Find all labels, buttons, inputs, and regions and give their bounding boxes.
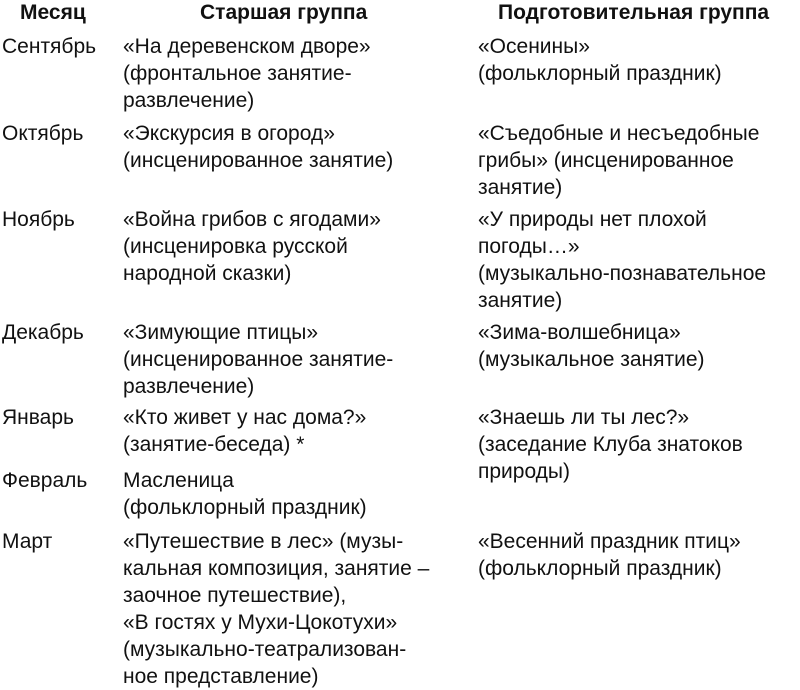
prep-group-cell xyxy=(478,120,759,201)
cell-line: (музыкально-театрализован- xyxy=(123,638,407,661)
cell-line: (занятие-беседа) * xyxy=(123,433,305,456)
cell-line: «В гостях у Мухи-Цокотухи» xyxy=(123,611,398,634)
cell-line: занятие) xyxy=(478,176,563,199)
cell-line: (инсценированное занятие) xyxy=(123,149,394,172)
table-header xyxy=(0,0,800,30)
cell-line: «Зимующие птицы» xyxy=(123,321,319,344)
cell-line: «Кто живет у нас дома?» xyxy=(123,406,367,429)
senior-group-cell xyxy=(123,467,367,521)
prep-group-cell xyxy=(478,206,766,314)
cell-line: (музыкальное занятие) xyxy=(478,348,705,371)
cell-line: (фольклорный праздник) xyxy=(478,557,722,580)
cell-line: развлечение) xyxy=(123,89,255,112)
prep-group-cell xyxy=(478,528,741,582)
cell-line: ное представление) xyxy=(123,665,319,688)
cell-line: народной сказки) xyxy=(123,262,292,285)
cell-line: развлечение) xyxy=(123,375,255,398)
header-prep-group: Подготовительная группа xyxy=(498,1,770,24)
prep-group-cell xyxy=(478,33,722,87)
senior-group-cell xyxy=(123,33,371,114)
cell-line: «У природы нет плохой xyxy=(478,208,707,231)
cell-line: «Знаешь ли ты лес?» xyxy=(478,406,690,429)
cell-line: погоды…» xyxy=(478,235,580,258)
senior-group-cell xyxy=(123,528,429,690)
cell-line: (инсценированное занятие- xyxy=(123,348,394,371)
month-cell: Январь xyxy=(2,406,74,429)
cell-line: (музыкально-познавательное xyxy=(478,262,767,285)
cell-line: «Путешествие в лес» (музы- xyxy=(123,530,404,553)
senior-group-cell xyxy=(123,319,393,400)
header-month: Месяц xyxy=(20,1,86,24)
cell-line: «Война грибов с ягодами» xyxy=(123,208,381,231)
cell-line: «Съедобные и несъедобные xyxy=(478,122,760,145)
senior-group-cell xyxy=(123,404,366,458)
cell-line: грибы» (инсценированное xyxy=(478,149,734,172)
cell-line: кальная композиция, занятие – xyxy=(123,557,430,580)
cell-line: (фольклорный праздник) xyxy=(478,62,722,85)
cell-line: «Экскурсия в огород» xyxy=(123,122,335,145)
cell-line: природы) xyxy=(478,460,571,483)
cell-line: «Осенины» xyxy=(478,35,590,58)
cell-line: «Зима-волшебница» xyxy=(478,321,681,344)
month-cell: Ноябрь xyxy=(2,208,75,231)
cell-line: (инсценировка русской xyxy=(123,235,348,258)
cell-line: «На деревенском дворе» xyxy=(123,35,371,58)
cell-line: заочное путешествие), xyxy=(123,584,347,607)
senior-group-cell xyxy=(123,206,381,287)
cell-line: «Весенний праздник птиц» xyxy=(478,530,741,553)
month-cell: Декабрь xyxy=(2,321,84,344)
month-cell: Март xyxy=(2,530,53,553)
month-cell: Октябрь xyxy=(2,122,84,145)
cell-line: (заседание Клуба знатоков xyxy=(478,433,743,456)
month-cell: Февраль xyxy=(2,469,88,492)
cell-line: (фольклорный праздник) xyxy=(123,496,367,519)
cell-line: занятие) xyxy=(478,289,563,312)
prep-group-cell xyxy=(478,319,705,373)
cell-line: (фронтальное занятие- xyxy=(123,62,352,85)
header-senior-group: Старшая группа xyxy=(200,1,368,24)
senior-group-cell xyxy=(123,120,393,174)
cell-line: Масленица xyxy=(123,469,234,492)
prep-group-cell xyxy=(478,404,743,485)
month-cell: Сентябрь xyxy=(2,35,97,58)
